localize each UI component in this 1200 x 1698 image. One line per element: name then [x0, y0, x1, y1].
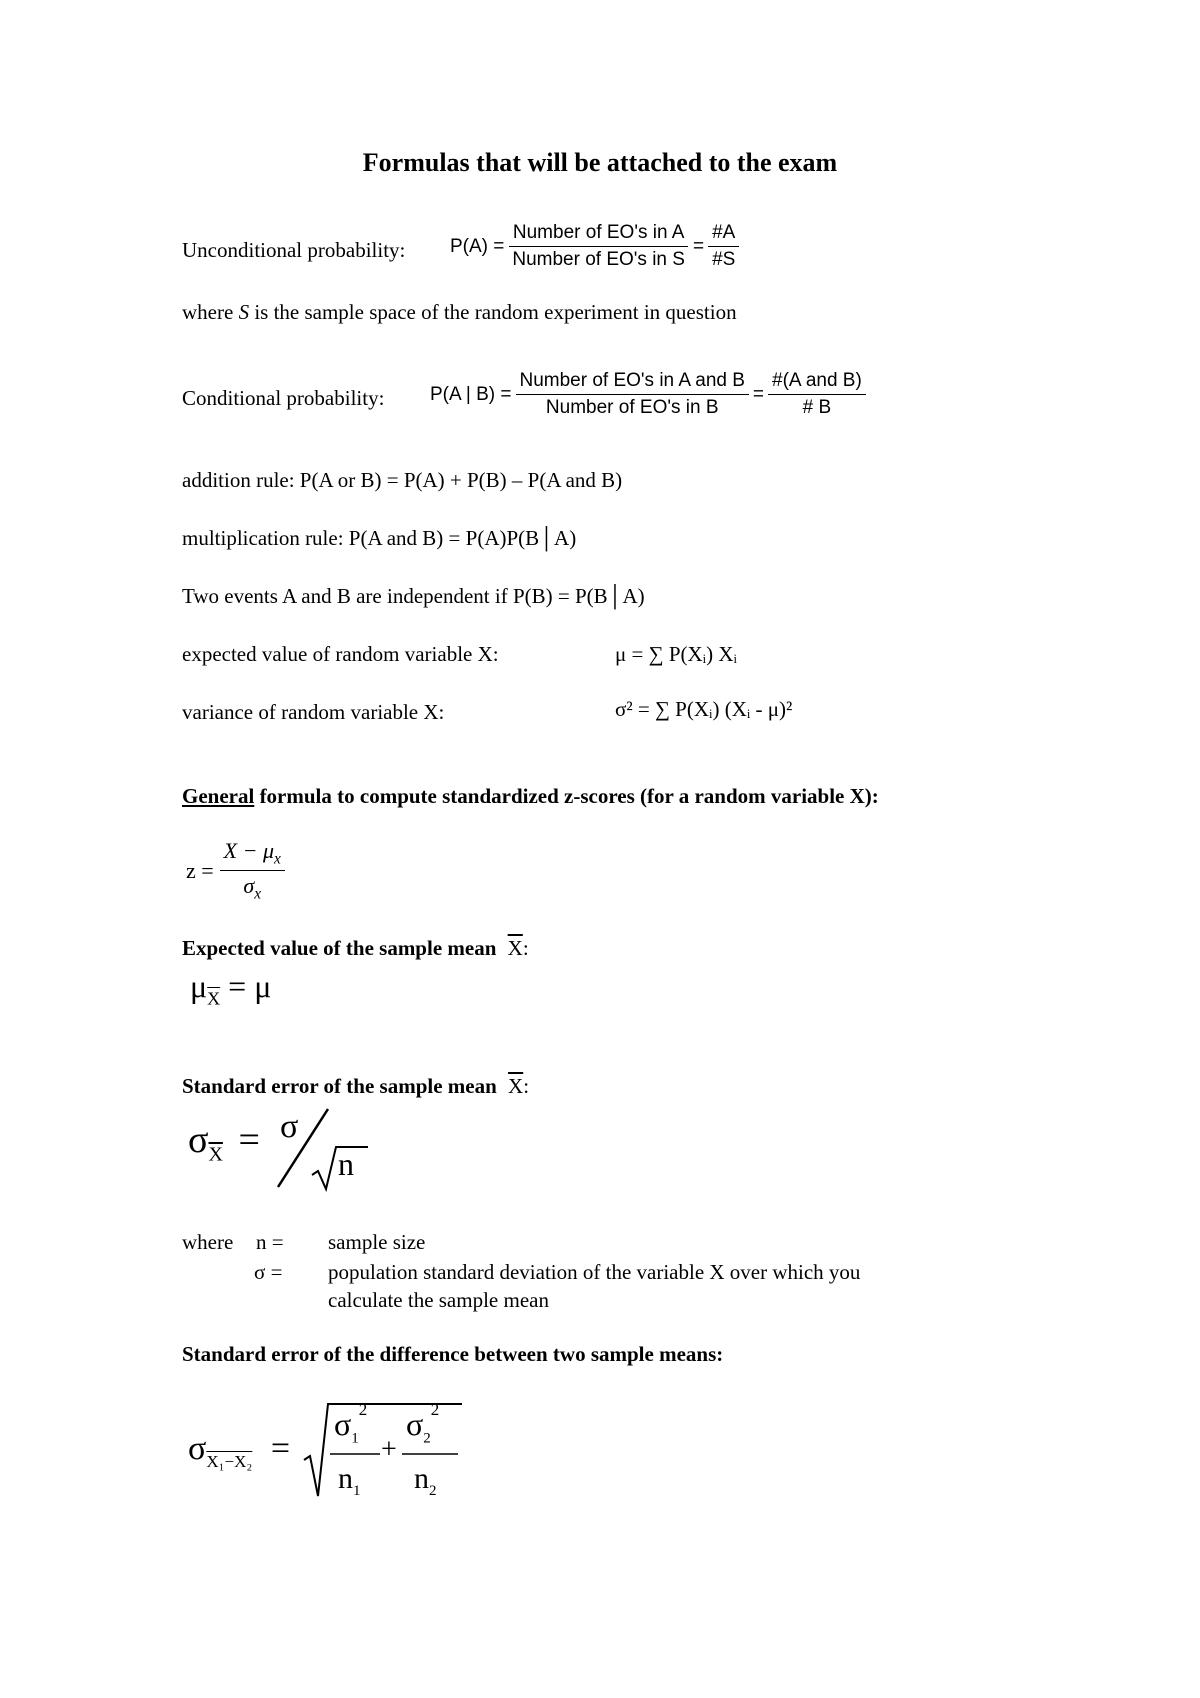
- expected-mean-rhs: = μ: [228, 968, 272, 1004]
- std-error-lhs-sub: X: [208, 1143, 223, 1166]
- zscore-fraction: [220, 838, 285, 904]
- diff-means-lhs: σ: [188, 1430, 207, 1467]
- unconditional-lhs: P(A) =: [450, 235, 505, 257]
- diff-means-n1: [338, 1462, 361, 1500]
- unconditional-label: Unconditional probability:: [182, 238, 406, 262]
- zscore-den-sub: x: [254, 885, 262, 903]
- addition-rule: addition rule: P(A or B) = P(A) + P(B) – P(A and B): [182, 468, 623, 492]
- expected-value-label: expected value of random variable X:: [182, 642, 499, 666]
- zscore-num-text: X − μ: [223, 838, 274, 863]
- diff-means-lhs-sub: X₁−X₂: [206, 1451, 253, 1471]
- expected-mean-xbar: $\overline{X}$: [507, 936, 523, 960]
- zscore-heading-rest: formula to compute standardized z-scores (for a random variable X):: [254, 784, 879, 808]
- zscore-lhs: z =: [186, 857, 214, 883]
- std-error-equals: =: [238, 1119, 260, 1161]
- unconditional-fraction-1: [508, 222, 689, 271]
- conditional-formula: [430, 370, 866, 419]
- zscore-numerator: [220, 838, 285, 871]
- conditional-label: Conditional probability:: [182, 386, 385, 410]
- definitions-sigma-def-line1: population standard deviation of the variable X over which you: [328, 1260, 861, 1284]
- sigma1-symbol: σ: [334, 1406, 352, 1442]
- definitions-n-symbol: n =: [256, 1230, 284, 1254]
- definitions-where: where: [182, 1230, 234, 1254]
- unconditional-numerator-1: Number of EO's in A: [509, 222, 689, 247]
- sample-space-post: is the sample space of the random experiment in question: [249, 300, 737, 324]
- expected-mean-heading: [182, 936, 529, 961]
- n1-symbol: n: [338, 1462, 353, 1495]
- expected-mean-colon: :: [522, 936, 529, 960]
- zscore-heading: [182, 784, 879, 809]
- sample-space-note: [182, 300, 737, 325]
- sample-space-var: S: [238, 300, 250, 324]
- expected-mean-formula: [190, 968, 271, 1009]
- zscore-den-text: σ: [243, 873, 255, 899]
- n2-sub: 2: [429, 1483, 437, 1499]
- unconditional-fraction-2: [708, 222, 739, 271]
- diff-means-plus: +: [381, 1434, 397, 1465]
- zscore-denominator: [239, 871, 265, 903]
- std-error-lhs-group: [188, 1118, 260, 1167]
- variance-formula: σ² = ∑ P(Xᵢ) (Xᵢ - μ)²: [615, 697, 793, 721]
- definitions-n-def: sample size: [328, 1230, 426, 1254]
- zscore-num-sub: x: [274, 850, 281, 868]
- conditional-numerator-2: #(A and B): [768, 370, 866, 395]
- expected-mean-lhs-sub: X: [207, 988, 221, 1009]
- definitions-sigma-symbol: σ =: [254, 1260, 283, 1284]
- conditional-equals: =: [752, 383, 765, 405]
- zscore-heading-general: General: [182, 784, 255, 808]
- definitions-sigma-def-line2: calculate the sample mean: [328, 1288, 549, 1312]
- sigma2-sub: 2: [423, 1430, 431, 1447]
- conditional-numerator-1: Number of EO's in A and B: [516, 370, 749, 395]
- unconditional-numerator-2: #A: [708, 222, 739, 247]
- std-error-numerator: σ: [280, 1108, 299, 1145]
- sigma1-sub: 1: [351, 1430, 359, 1447]
- std-error-heading: [182, 1074, 529, 1099]
- std-error-slash-radical: [270, 1105, 380, 1195]
- diff-means-lhs-group: [188, 1430, 290, 1472]
- diff-means-sigma2: [406, 1400, 440, 1447]
- sigma2-sup: 2: [430, 1400, 440, 1420]
- n2-symbol: n: [414, 1462, 429, 1495]
- expected-mean-heading-text: Expected value of the sample mean: [182, 936, 497, 960]
- independence-rule: Two events A and B are independent if P(B) = P(B│A): [182, 584, 645, 608]
- sample-space-pre: where: [182, 300, 239, 324]
- diff-means-n2: [414, 1462, 437, 1500]
- std-error-radicand: n: [338, 1146, 354, 1182]
- std-error-colon: :: [523, 1074, 530, 1098]
- expected-value-formula: μ = ∑ P(Xᵢ) Xᵢ: [615, 642, 737, 666]
- std-error-xbar: $\overline{X}$: [508, 1074, 524, 1098]
- conditional-denominator-2: # B: [802, 397, 832, 418]
- std-error-heading-text: Standard error of the sample mean: [182, 1074, 497, 1098]
- expected-mean-lhs: μ: [190, 968, 208, 1004]
- unconditional-equals: =: [692, 235, 705, 257]
- sigma2-symbol: σ: [406, 1406, 424, 1442]
- n1-sub: 1: [353, 1483, 361, 1499]
- unconditional-denominator-1: Number of EO's in S: [512, 249, 685, 270]
- unconditional-formula: [450, 222, 739, 271]
- multiplication-rule: multiplication rule: P(A and B) = P(A)P(B│A): [182, 526, 577, 550]
- sigma1-sup: 2: [358, 1400, 368, 1420]
- variance-label: variance of random variable X:: [182, 700, 445, 724]
- std-error-lhs: σ: [188, 1119, 209, 1161]
- conditional-lhs: P(A | B) =: [430, 383, 512, 405]
- diff-means-equals: =: [270, 1430, 291, 1467]
- page-title: Formulas that will be attached to the exam: [362, 148, 838, 177]
- zscore-formula: [186, 838, 285, 904]
- conditional-denominator-1: Number of EO's in B: [545, 397, 719, 418]
- diff-means-heading: Standard error of the difference between two sample means:: [182, 1342, 724, 1366]
- diff-means-sigma1: [334, 1400, 368, 1447]
- unconditional-denominator-2: #S: [712, 249, 736, 270]
- conditional-fraction-1: [516, 370, 749, 419]
- conditional-fraction-2: [768, 370, 866, 419]
